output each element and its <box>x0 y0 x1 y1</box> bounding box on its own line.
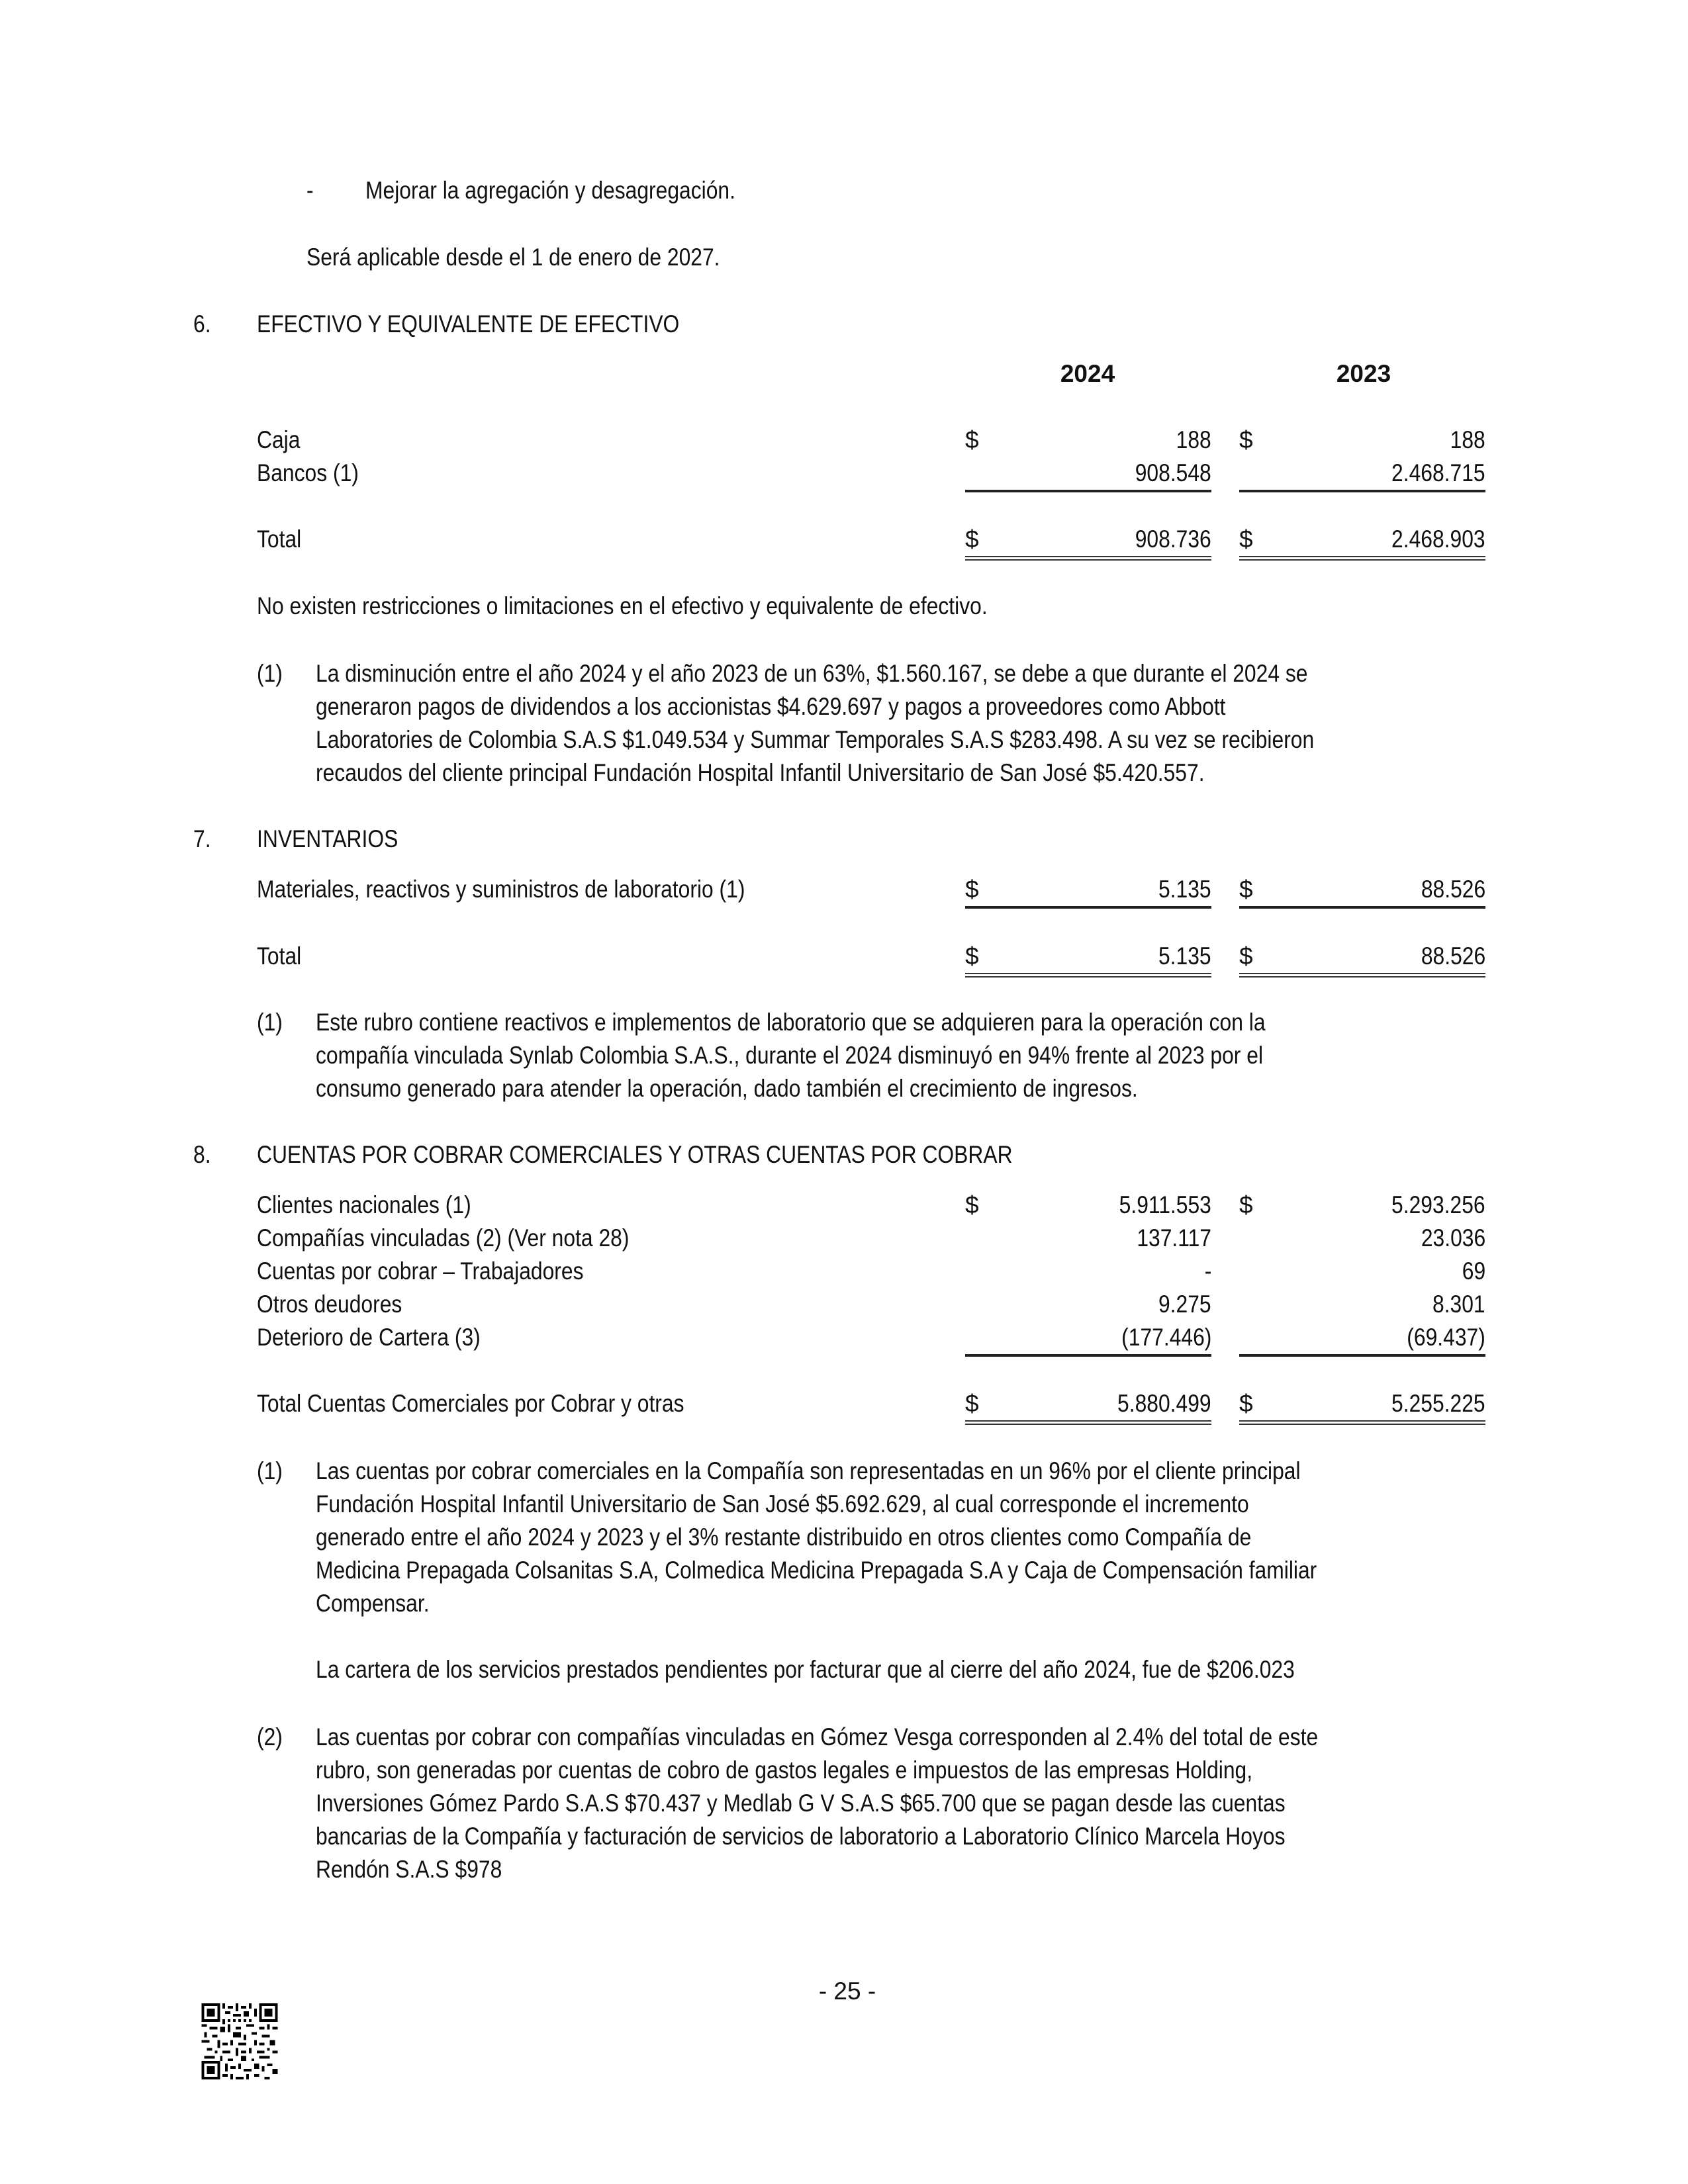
cell-trabajadores-2023: 69 <box>1462 1257 1485 1285</box>
section-8-note-1: Las cuentas por cobrar comerciales en la Compañía son representadas en un 96% por el cliente principal Fundación Hospital Infantil Universitario de San José $5.692.629, al cual corresponde el incremento generado entre el año 2024 y 2023 y el 3% restante distribuido en otros clientes como Compañía de Medicina Prepagada Colsanitas S.A, Colmedica Medicina Prepagada S.A y Caja de Compensación familiar Compensar. <box>316 1457 1317 1617</box>
applicability-text: Será aplicable desde el 1 de enero de 2027. <box>306 244 720 271</box>
bullet-text: Mejorar la agregación y desagregación. <box>365 177 735 204</box>
row-label-bancos: Bancos (1) <box>257 459 359 486</box>
section-6-number: 6. <box>193 310 211 338</box>
cell-clientes-2023: $ 5.293.256 <box>1239 1189 1485 1222</box>
row-label-otros-deudores: Otros deudores <box>257 1291 402 1318</box>
cell-total-8-2024: $ 5.880.499 <box>965 1387 1211 1425</box>
section-6-title: EFECTIVO Y EQUIVALENTE DE EFECTIVO <box>257 310 680 338</box>
section-7-number: 7. <box>193 825 211 852</box>
currency-symbol: $ <box>1239 1191 1253 1218</box>
row-label-total-6: Total <box>257 525 302 553</box>
row-label-deterioro: Deterioro de Cartera (3) <box>257 1324 481 1351</box>
section-8-title: CUENTAS POR COBRAR COMERCIALES Y OTRAS CUENTAS POR COBRAR <box>257 1141 1013 1168</box>
cell-otros-2024: 9.275 <box>1158 1291 1211 1318</box>
column-header-2024: 2024 <box>1060 360 1115 387</box>
cell-clientes-2024: $ 5.911.553 <box>965 1189 1211 1222</box>
section-7-note-1: Este rubro contiene reactivos e implementos de laboratorio que se adquieren para la operación con la compañía vinculada Synlab Colombia S.A.S., durante el 2024 disminuyó en 94% frente al 2023 por el consumo generado para atender la operación, dado también el crecimiento de ingresos. <box>316 1009 1266 1102</box>
column-header-2023: 2023 <box>1336 360 1391 387</box>
currency-symbol: $ <box>965 1191 979 1218</box>
currency-symbol: $ <box>965 525 979 553</box>
section-8-note-2: Las cuentas por cobrar con compañías vinculadas en Gómez Vesga corresponden al 2.4% del total de este rubro, son generadas por cuentas de cobro de gastos legales e impuestos de las empresas Holding, Inversiones Gómez Pardo S.A.S $70.437 y Medlab G V S.A.S $65.700 que se pagan desde las cuentas bancarias de la Compañía y facturación de servicios de laboratorio a Laboratorio Clínico Marcela Hoyos Rendón S.A.S $978 <box>316 1723 1319 1883</box>
row-label-materiales: Materiales, reactivos y suministros de laboratorio (1) <box>257 876 745 903</box>
row-label-total-8: Total Cuentas Comerciales por Cobrar y otras <box>257 1390 684 1417</box>
cell-deterioro-2023: (69.437) <box>1239 1321 1485 1357</box>
cell-materiales-2024: $ 5.135 <box>965 873 1211 909</box>
bullet-dash: - <box>306 177 314 204</box>
row-label-trabajadores: Cuentas por cobrar – Trabajadores <box>257 1257 584 1285</box>
note-marker: (1) <box>257 1457 283 1484</box>
cell-vinculadas-2023: 23.036 <box>1421 1224 1485 1251</box>
page-number: - 25 - <box>818 1978 876 2005</box>
cell-otros-2023: 8.301 <box>1432 1291 1485 1318</box>
note-marker: (1) <box>257 660 283 687</box>
cell-vinculadas-2024: 137.117 <box>1137 1224 1211 1251</box>
cell-caja-2023: $ 188 <box>1239 424 1485 457</box>
note-marker: (1) <box>257 1009 283 1036</box>
currency-symbol: $ <box>965 1390 979 1417</box>
currency-symbol: $ <box>1239 942 1253 970</box>
currency-symbol: $ <box>965 942 979 970</box>
cell-total-7-2024: $ 5.135 <box>965 940 1211 978</box>
currency-symbol: $ <box>965 876 979 903</box>
cell-total-6-2023: $ 2.468.903 <box>1239 523 1485 561</box>
cell-total-7-2023: $ 88.526 <box>1239 940 1485 978</box>
row-label-companias-vinculadas: Compañías vinculadas (2) (Ver nota 28) <box>257 1224 630 1251</box>
section-6-statement: No existen restricciones o limitaciones en el efectivo y equivalente de efectivo. <box>257 592 988 619</box>
qr-code-icon <box>201 2003 278 2079</box>
section-8-number: 8. <box>193 1141 211 1168</box>
currency-symbol: $ <box>965 426 979 453</box>
cell-materiales-2023: $ 88.526 <box>1239 873 1485 909</box>
section-6-note-1: La disminución entre el año 2024 y el año 2023 de un 63%, $1.560.167, se debe a que durante el 2024 se generaron pagos de dividendos a los accionistas $4.629.697 y pagos a proveedores como Abbott Laboratories de Colombia S.A.S $1.049.534 y Summar Temporales S.A.S $283.498. A su vez se recibieron recaudos del cliente principal Fundación Hospital Infantil Universitario de San José $5.420.557. <box>316 660 1315 786</box>
cell-bancos-2024: 908.548 <box>965 457 1211 492</box>
cell-total-6-2024: $ 908.736 <box>965 523 1211 561</box>
cell-bancos-2023: 2.468.715 <box>1239 457 1485 492</box>
cell-caja-2024: $ 188 <box>965 424 1211 457</box>
note-marker: (2) <box>257 1723 283 1751</box>
row-label-total-7: Total <box>257 942 302 970</box>
currency-symbol: $ <box>1239 525 1253 553</box>
cell-deterioro-2024: (177.446) <box>965 1321 1211 1357</box>
row-label-clientes-nacionales: Clientes nacionales (1) <box>257 1191 471 1218</box>
row-label-caja: Caja <box>257 426 301 453</box>
cell-total-8-2023: $ 5.255.225 <box>1239 1387 1485 1425</box>
currency-symbol: $ <box>1239 1390 1253 1417</box>
section-8-note-1-extra: La cartera de los servicios prestados pendientes por facturar que al cierre del año 2024, fue de $206.023 <box>316 1656 1295 1683</box>
cell-trabajadores-2024: - <box>1204 1257 1211 1285</box>
currency-symbol: $ <box>1239 426 1253 453</box>
section-7-title: INVENTARIOS <box>257 825 399 852</box>
currency-symbol: $ <box>1239 876 1253 903</box>
